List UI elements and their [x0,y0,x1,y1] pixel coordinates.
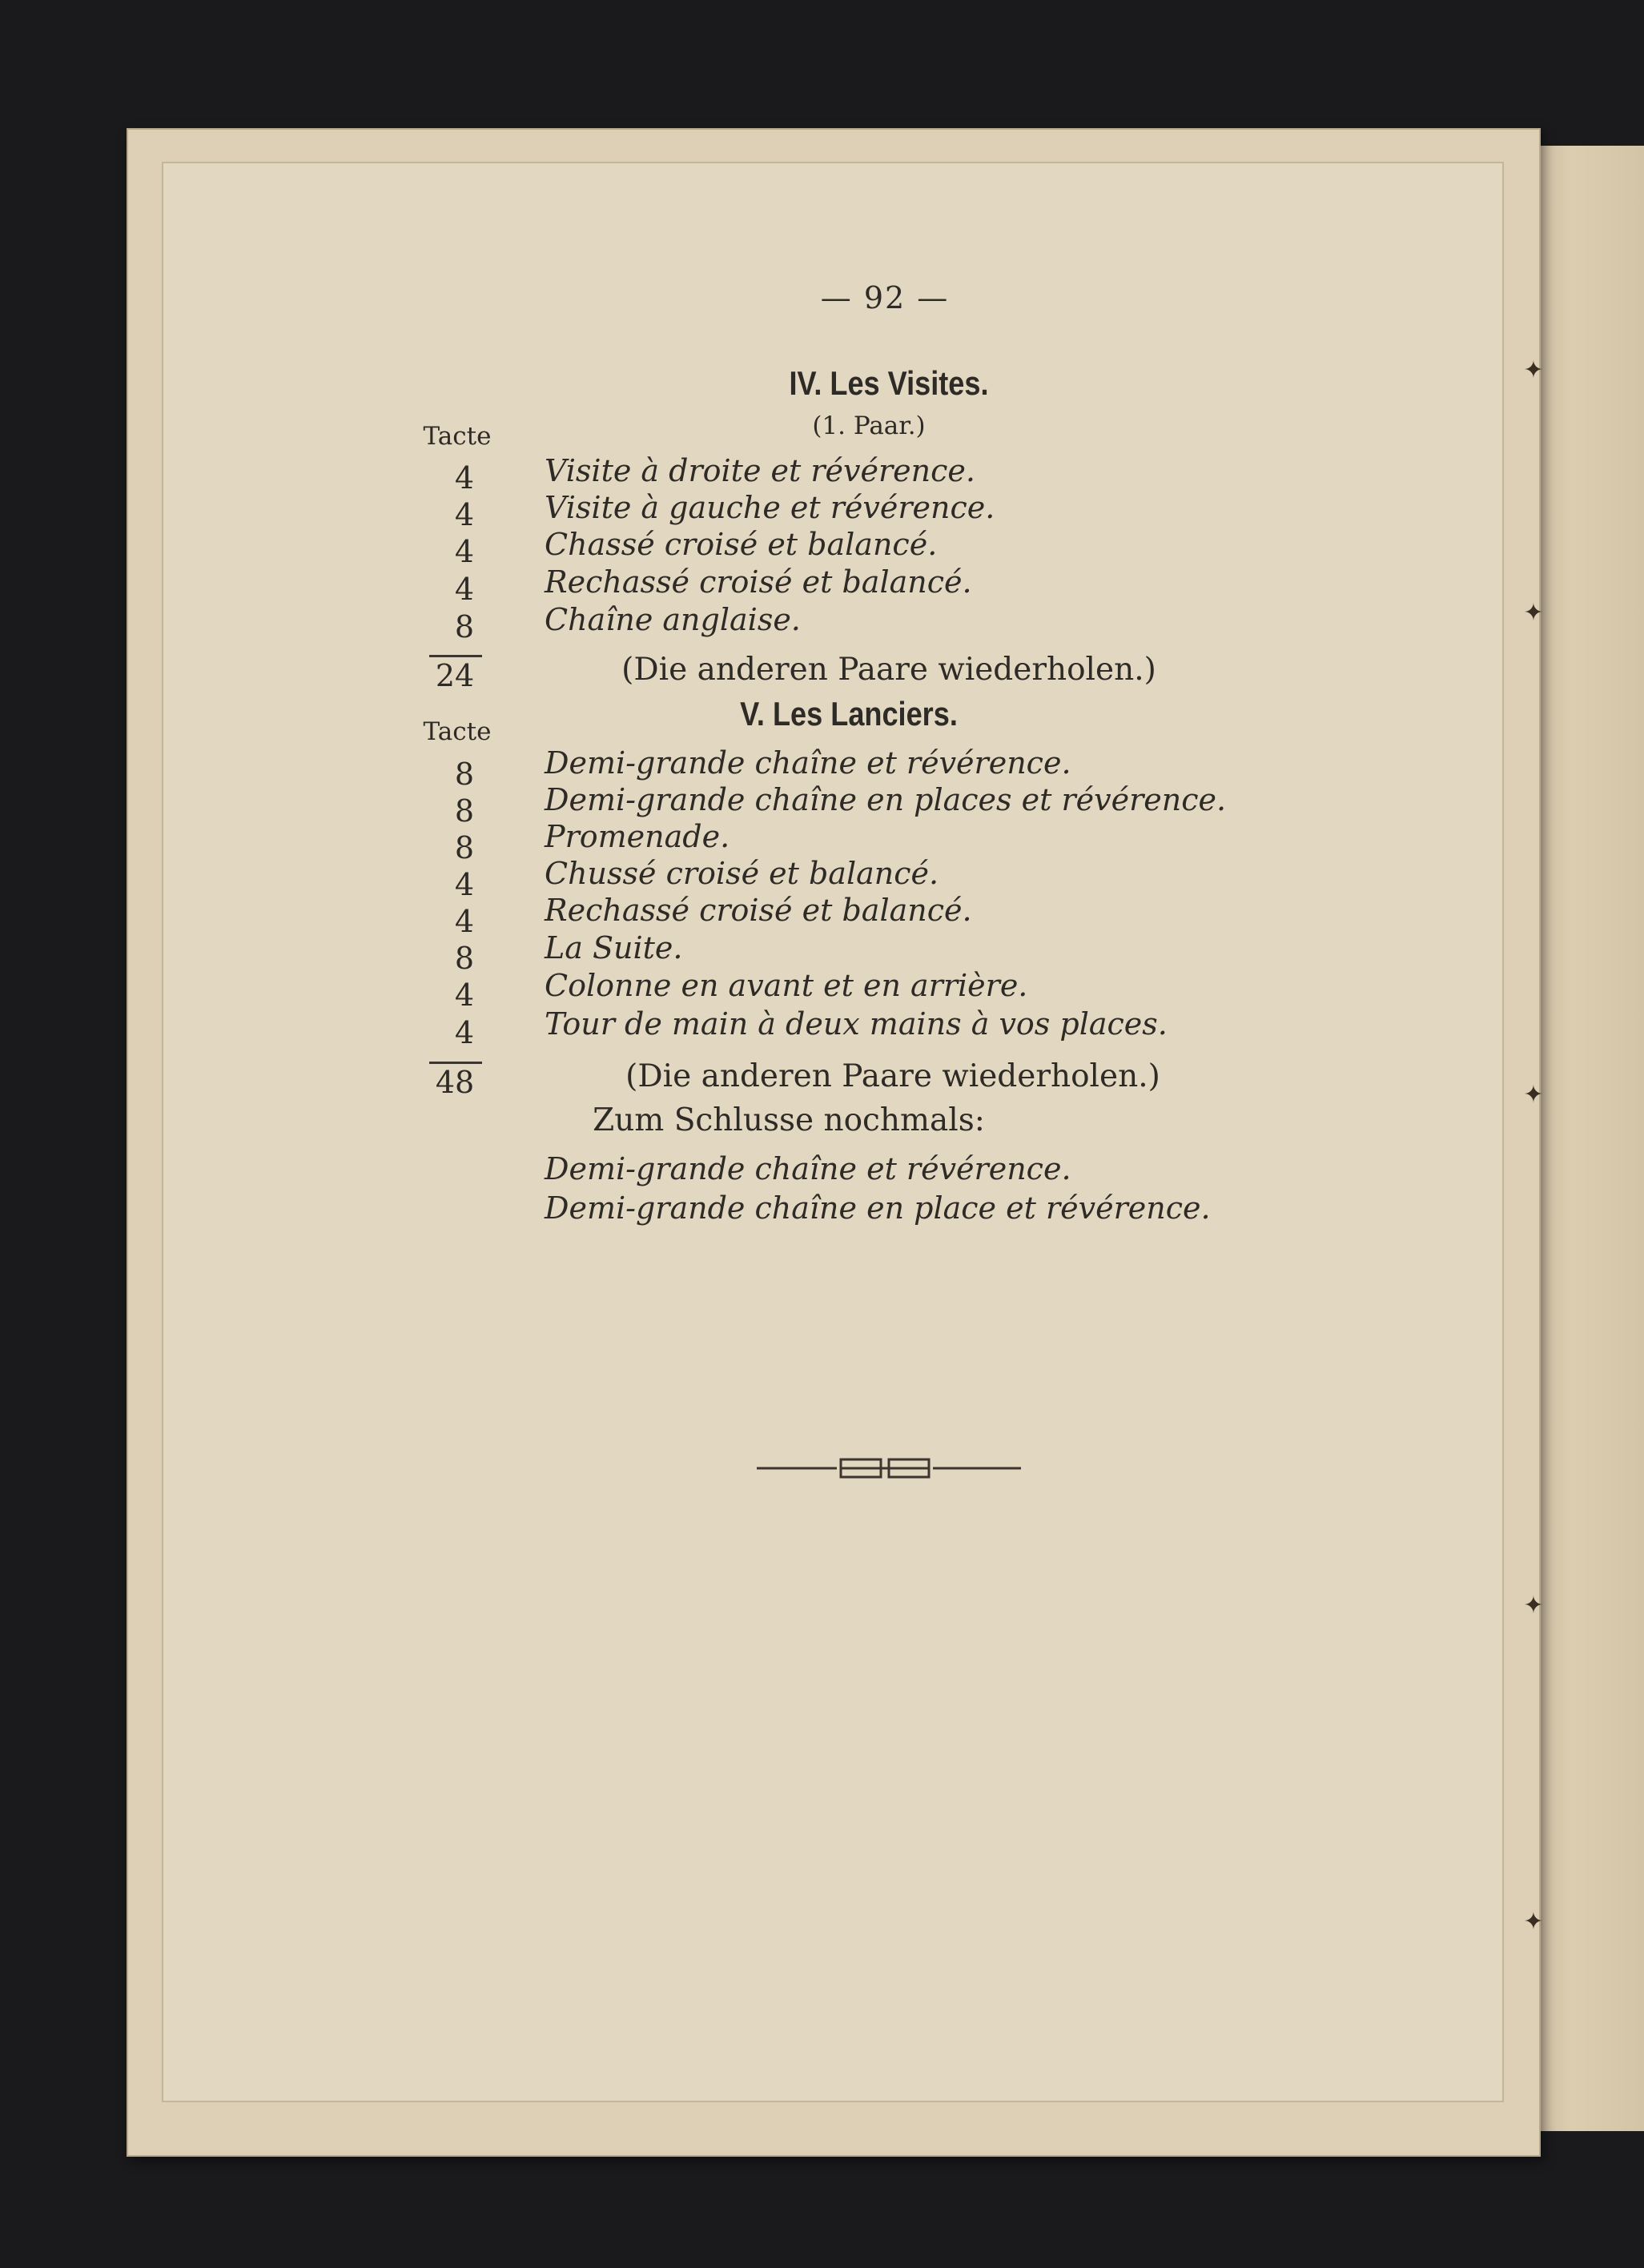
dance-step: Visite à gauche et révérence. [545,490,995,525]
beat-count: 4 [454,1015,475,1050]
binding-staple-mark: ✦ [1523,356,1544,384]
section-iv-title: IV. Les Visites. [789,364,989,402]
section-iv-subtitle: (1. Paar.) [812,411,926,440]
page-number: — 92 — [820,280,950,315]
beat-count: 8 [454,830,475,865]
beat-count: 4 [454,497,475,532]
dance-step: Rechassé croisé et balancé. [545,893,972,928]
ornament-divider [757,1455,1021,1482]
dance-step: Chussé croisé et balancé. [545,856,939,891]
dance-step: Colonne en avant et en arrière. [545,968,1028,1003]
section-v-repeat-note: (Die anderen Paare wiederholen.) [625,1058,1160,1094]
section-iv-repeat-note: (Die anderen Paare wiederholen.) [621,652,1156,688]
dance-step: Visite à droite et révérence. [545,453,975,488]
beat-count: 4 [454,460,475,496]
dance-step: Chassé croisé et balancé. [545,527,938,562]
dance-step: Tour de main à deux mains à vos places. [545,1006,1168,1042]
section-v-total: 48 [435,1065,475,1100]
beat-count: 4 [454,534,475,569]
beat-count: 8 [454,793,475,829]
closing-step: Demi-grande chaîne et révérence. [545,1151,1071,1186]
binding-staple-mark: ✦ [1523,1592,1544,1620]
section-v-title: V. Les Lanciers. [740,695,958,733]
dance-step: Promenade. [545,819,730,854]
closing-heading: Zum Schlusse nochmals: [593,1102,985,1138]
dance-step: Chaîne anglaise. [545,602,801,637]
dance-step: Demi-grande chaîne et révérence. [545,745,1071,781]
binding-staple-mark: ✦ [1523,1908,1544,1936]
sum-rule [429,655,482,657]
dance-step: La Suite. [545,930,683,965]
binding-staple-mark: ✦ [1523,599,1544,627]
dance-step: Demi-grande chaîne en places et révérence. [545,782,1227,817]
dance-step: Rechassé croisé et balancé. [545,564,972,600]
beat-count: 4 [454,977,475,1013]
section-iv-tacte-label: Tacte [423,422,492,451]
binding-staple-mark: ✦ [1523,1081,1544,1109]
beat-count: 4 [454,572,475,607]
sum-rule [429,1062,482,1064]
beat-count: 8 [454,609,475,644]
section-v-tacte-label: Tacte [423,717,492,746]
section-iv-total: 24 [435,658,475,693]
beat-count: 8 [454,757,475,792]
beat-count: 4 [454,904,475,939]
closing-step: Demi-grande chaîne en place et révérence. [545,1190,1211,1226]
beat-count: 4 [454,867,475,902]
beat-count: 8 [454,941,475,976]
